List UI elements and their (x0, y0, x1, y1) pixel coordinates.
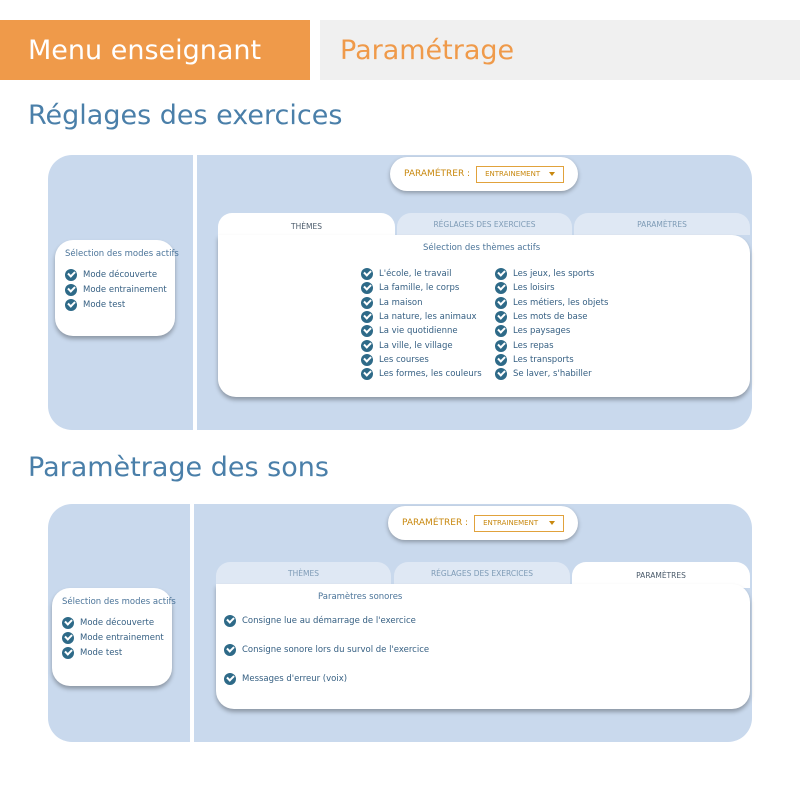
check-icon[interactable] (361, 368, 373, 380)
theme-item[interactable] (361, 324, 482, 338)
theme-item[interactable] (495, 324, 608, 338)
check-icon[interactable] (361, 340, 373, 352)
parametrer-select[interactable] (476, 166, 564, 183)
check-icon[interactable] (62, 632, 74, 644)
theme-item[interactable] (495, 367, 608, 381)
theme-item[interactable] (495, 267, 608, 281)
parametrage-label: Paramétrage (340, 34, 515, 66)
themes-column-2 (495, 267, 608, 381)
themes-content-title: Sélection des thèmes actifs (423, 243, 541, 253)
sound-option-label: Consigne sonore lors du survol de l'exercice (242, 645, 430, 655)
themes-column-1 (361, 267, 482, 381)
theme-item[interactable] (495, 281, 608, 295)
section-title-reglages: Réglages des exercices (28, 100, 343, 131)
sound-options-list (224, 614, 429, 701)
tab-reglages-exercices[interactable]: RÉGLAGES DES EXERCICES (397, 213, 572, 235)
check-icon[interactable] (224, 615, 236, 627)
theme-item[interactable] (361, 267, 482, 281)
sound-option[interactable] (224, 672, 429, 686)
mode-item-test[interactable] (65, 299, 165, 311)
mode-item-entrainement[interactable] (62, 632, 162, 644)
theme-label: La maison (379, 297, 423, 308)
sound-option-label: Consigne lue au démarrage de l'exercice (242, 616, 416, 626)
mode-label: Mode test (83, 300, 126, 310)
sound-option[interactable] (224, 614, 429, 628)
menu-enseignant-label: Menu enseignant (28, 34, 262, 66)
parametrer-label: PARAMÉTRER : (404, 169, 471, 179)
sons-panel (48, 504, 752, 742)
sound-option-label: Messages d'erreur (voix) (242, 674, 348, 684)
caret-down-icon (549, 172, 555, 176)
sound-option[interactable] (224, 643, 429, 657)
tab-themes[interactable]: THÈMES (216, 562, 391, 584)
tab-parametres[interactable]: PARAMÈTRES (572, 562, 750, 588)
theme-label: La famille, le corps (379, 283, 460, 294)
mode-label: Mode test (80, 648, 123, 658)
caret-down-icon (549, 521, 555, 525)
modes-box (55, 240, 179, 336)
modes-title: Sélection des modes actifs (65, 249, 179, 259)
check-icon[interactable] (495, 311, 507, 323)
check-icon[interactable] (62, 617, 74, 629)
themes-content (218, 235, 750, 397)
mode-item-decouverte[interactable] (62, 617, 162, 629)
theme-label: Les paysages (513, 326, 571, 337)
theme-label: La vie quotidienne (379, 326, 458, 337)
theme-label: L'école, le travail (379, 269, 452, 280)
theme-item[interactable] (361, 367, 482, 381)
theme-label: Les mots de base (513, 312, 588, 323)
check-icon[interactable] (495, 368, 507, 380)
check-icon[interactable] (495, 297, 507, 309)
parametrer-select-value: ENTRAINEMENT (483, 519, 539, 527)
panel-divider (190, 504, 194, 742)
check-icon[interactable] (361, 297, 373, 309)
theme-label: Les loisirs (513, 283, 555, 294)
theme-label: Les métiers, les objets (513, 297, 609, 308)
check-icon[interactable] (65, 299, 77, 311)
theme-item[interactable] (495, 353, 608, 367)
check-icon[interactable] (62, 647, 74, 659)
parametrer-pill (388, 506, 578, 540)
theme-item[interactable] (361, 281, 482, 295)
mode-item-decouverte[interactable] (65, 269, 165, 281)
mode-item-test[interactable] (62, 647, 162, 659)
theme-item[interactable] (495, 310, 608, 324)
mode-label: Mode découverte (80, 618, 155, 628)
theme-item[interactable] (361, 310, 482, 324)
mode-label: Mode entrainement (83, 285, 167, 295)
parametrer-select-value: ENTRAINEMENT (485, 170, 541, 178)
modes-box (52, 588, 176, 686)
panel-divider (193, 155, 197, 430)
theme-label: Les formes, les couleurs (379, 369, 482, 380)
theme-label: Les jeux, les sports (513, 269, 595, 280)
tab-themes[interactable]: THÈMES (218, 213, 395, 239)
parametrage-tab[interactable] (320, 20, 800, 80)
check-icon[interactable] (495, 340, 507, 352)
theme-item[interactable] (361, 353, 482, 367)
tab-reglages-exercices[interactable]: RÉGLAGES DES EXERCICES (394, 562, 570, 584)
theme-item[interactable] (361, 296, 482, 310)
check-icon[interactable] (65, 269, 77, 281)
tab-parametres[interactable]: PARAMÈTRES (574, 213, 750, 235)
theme-label: Se laver, s'habiller (513, 369, 592, 380)
modes-title: Sélection des modes actifs (62, 597, 176, 607)
theme-item[interactable] (361, 338, 482, 352)
check-icon[interactable] (495, 354, 507, 366)
theme-label: Les courses (379, 354, 429, 365)
parametrer-select[interactable] (474, 515, 564, 532)
sons-content-title: Paramètres sonores (318, 592, 403, 602)
mode-label: Mode découverte (83, 270, 158, 280)
theme-label: Les transports (513, 354, 574, 365)
reglages-panel (48, 155, 752, 430)
check-icon[interactable] (495, 282, 507, 294)
check-icon[interactable] (361, 311, 373, 323)
check-icon[interactable] (361, 325, 373, 337)
theme-label: La ville, le village (379, 340, 453, 351)
check-icon[interactable] (224, 673, 236, 685)
parametrer-pill (390, 157, 578, 191)
theme-item[interactable] (495, 296, 608, 310)
check-icon[interactable] (361, 268, 373, 280)
mode-item-entrainement[interactable] (65, 284, 165, 296)
check-icon[interactable] (495, 325, 507, 337)
menu-enseignant-tab[interactable] (0, 20, 310, 80)
check-icon[interactable] (224, 644, 236, 656)
theme-item[interactable] (495, 338, 608, 352)
check-icon[interactable] (495, 268, 507, 280)
check-icon[interactable] (65, 284, 77, 296)
parametrer-label: PARAMÉTRER : (402, 518, 469, 528)
check-icon[interactable] (361, 354, 373, 366)
theme-label: La nature, les animaux (379, 312, 477, 323)
theme-label: Les repas (513, 340, 554, 351)
check-icon[interactable] (361, 282, 373, 294)
section-title-sons: Paramètrage des sons (28, 452, 329, 483)
mode-label: Mode entrainement (80, 633, 164, 643)
sons-content (216, 584, 750, 709)
